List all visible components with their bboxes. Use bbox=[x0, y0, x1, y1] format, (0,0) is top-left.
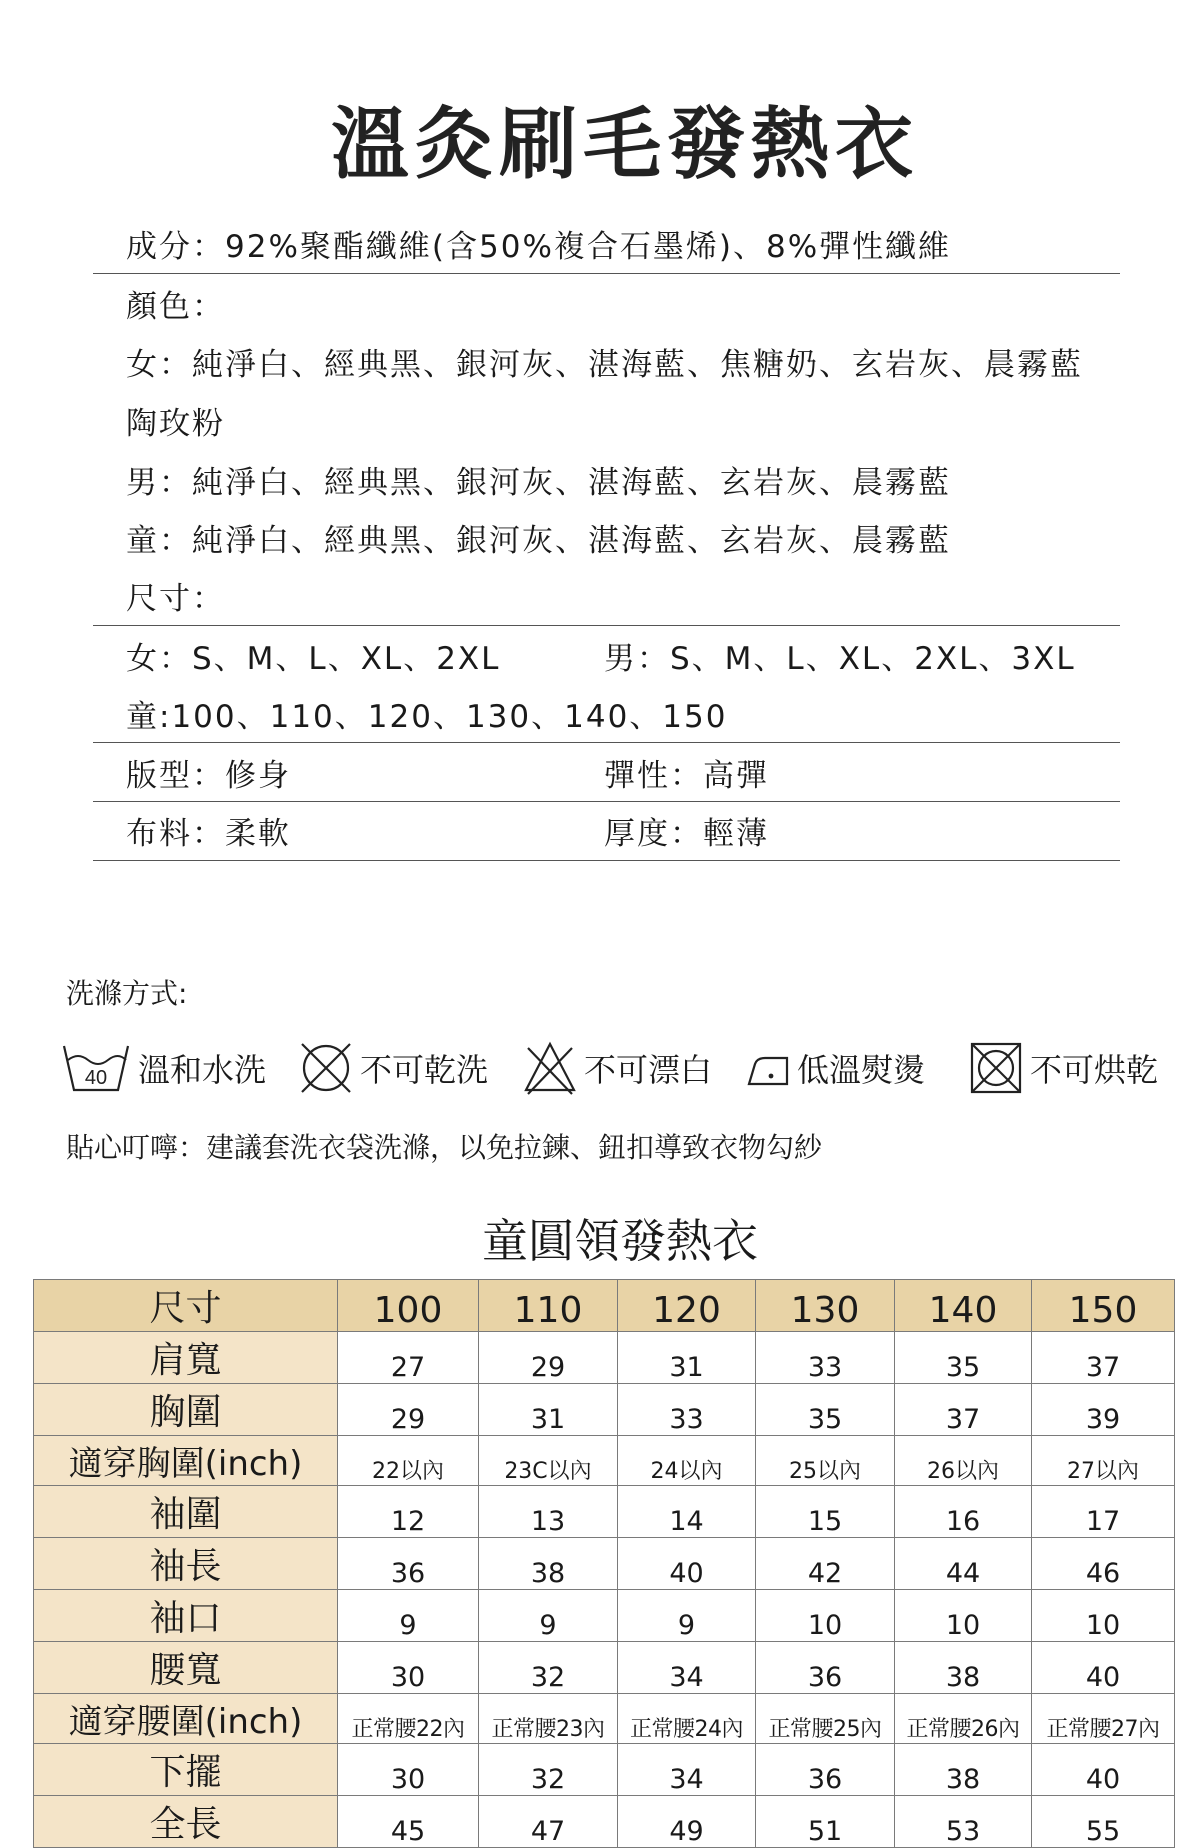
spec-size-label bbox=[93, 567, 1120, 626]
wash-item-low-iron bbox=[745, 1038, 925, 1098]
table-row bbox=[34, 1436, 1175, 1486]
table-cell: 12 bbox=[338, 1486, 479, 1538]
table-row bbox=[34, 1642, 1175, 1694]
header-cell: 110 bbox=[479, 1280, 618, 1332]
spec-color-label bbox=[93, 274, 1120, 333]
wash-label-no-tumble-dry: 不可烘乾 bbox=[1030, 1051, 1159, 1089]
color-label: 顏色： bbox=[126, 288, 225, 325]
table-row bbox=[34, 1694, 1175, 1744]
table-cell: 23C以內 bbox=[479, 1436, 618, 1486]
table-cell: 37 bbox=[1032, 1332, 1175, 1384]
elasticity-text: 彈性：高彈 bbox=[604, 757, 769, 794]
table-cell: 29 bbox=[479, 1332, 618, 1384]
table-cell: 26以內 bbox=[895, 1436, 1032, 1486]
row-label: 下擺 bbox=[34, 1744, 338, 1796]
men-colors-text: 男：純淨白、經典黑、銀河灰、湛海藍、玄岩灰、晨霧藍 bbox=[126, 464, 951, 501]
table-cell: 38 bbox=[479, 1538, 618, 1590]
header-cell: 140 bbox=[895, 1280, 1032, 1332]
size-table bbox=[33, 1279, 1175, 1848]
women-sizes-text: 女：S、M、L、XL、2XL bbox=[126, 640, 501, 677]
spec-adult-sizes bbox=[93, 626, 1120, 685]
table-cell: 10 bbox=[895, 1590, 1032, 1642]
table-cell: 37 bbox=[895, 1384, 1032, 1436]
table-cell: 49 bbox=[618, 1796, 756, 1848]
header-cell: 130 bbox=[756, 1280, 895, 1332]
spec-composition bbox=[93, 215, 1120, 274]
table-cell: 正常腰23內 bbox=[479, 1694, 618, 1744]
spec-women-colors-cont bbox=[93, 391, 1120, 450]
table-cell: 27以內 bbox=[1032, 1436, 1175, 1486]
table-cell: 9 bbox=[618, 1590, 756, 1642]
table-cell: 24以內 bbox=[618, 1436, 756, 1486]
wash-heading: 洗滌方式: bbox=[66, 977, 188, 1010]
spec-men-colors bbox=[93, 450, 1120, 509]
table-cell: 正常腰25內 bbox=[756, 1694, 895, 1744]
wash-item-no-tumble-dry bbox=[968, 1038, 1158, 1098]
kids-sizes-text: 童:100、110、120、130、140、150 bbox=[126, 698, 728, 735]
table-row bbox=[34, 1384, 1175, 1436]
table-cell: 34 bbox=[618, 1744, 756, 1796]
table-cell: 36 bbox=[338, 1538, 479, 1590]
table-cell: 正常腰22內 bbox=[338, 1694, 479, 1744]
table-cell: 42 bbox=[756, 1538, 895, 1590]
table-cell: 47 bbox=[479, 1796, 618, 1848]
table-row bbox=[34, 1538, 1175, 1590]
table-cell: 16 bbox=[895, 1486, 1032, 1538]
table-cell: 14 bbox=[618, 1486, 756, 1538]
wash-item-no-dry-clean bbox=[298, 1038, 488, 1098]
no-bleach-icon bbox=[522, 1038, 578, 1098]
table-cell: 40 bbox=[1032, 1744, 1175, 1796]
table-cell: 33 bbox=[756, 1332, 895, 1384]
row-label: 袖圍 bbox=[34, 1486, 338, 1538]
table-cell: 34 bbox=[618, 1642, 756, 1694]
table-cell: 33 bbox=[618, 1384, 756, 1436]
size-table-header bbox=[34, 1280, 1175, 1332]
wash-icons bbox=[60, 1038, 1180, 1098]
wash-label-gentle: 溫和水洗 bbox=[138, 1051, 267, 1089]
spec-kids-colors bbox=[93, 508, 1120, 567]
table-cell: 45 bbox=[338, 1796, 479, 1848]
table-cell: 35 bbox=[895, 1332, 1032, 1384]
table-cell: 40 bbox=[618, 1538, 756, 1590]
row-label: 適穿腰圍(inch) bbox=[34, 1694, 338, 1744]
thickness-text: 厚度：輕薄 bbox=[604, 816, 769, 853]
table-row bbox=[34, 1332, 1175, 1384]
women-colors-text-cont: 陶玫粉 bbox=[126, 405, 225, 442]
table-row bbox=[34, 1796, 1175, 1848]
kids-colors-text: 童：純淨白、經典黑、銀河灰、湛海藍、玄岩灰、晨霧藍 bbox=[126, 523, 951, 560]
row-label: 全長 bbox=[34, 1796, 338, 1848]
table-cell: 30 bbox=[338, 1642, 479, 1694]
header-cell: 尺寸 bbox=[34, 1280, 338, 1332]
table-row bbox=[34, 1486, 1175, 1538]
table-cell: 36 bbox=[756, 1642, 895, 1694]
header-cell: 150 bbox=[1032, 1280, 1175, 1332]
spec-women-colors bbox=[93, 332, 1120, 391]
table-cell: 29 bbox=[338, 1384, 479, 1436]
table-cell: 32 bbox=[479, 1744, 618, 1796]
women-colors-text: 女：純淨白、經典黑、銀河灰、湛海藍、焦糖奶、玄岩灰、晨霧藍 bbox=[126, 347, 1083, 384]
row-label: 腰寬 bbox=[34, 1642, 338, 1694]
table-cell: 正常腰24內 bbox=[618, 1694, 756, 1744]
table-cell: 31 bbox=[479, 1384, 618, 1436]
table-cell: 10 bbox=[756, 1590, 895, 1642]
table-cell: 15 bbox=[756, 1486, 895, 1538]
wash-40-icon bbox=[60, 1038, 132, 1098]
spec-list bbox=[93, 215, 1120, 861]
row-label: 袖口 bbox=[34, 1590, 338, 1642]
spec-fit-row bbox=[93, 743, 1120, 802]
table-cell: 35 bbox=[756, 1384, 895, 1436]
table-cell: 32 bbox=[479, 1642, 618, 1694]
table-cell: 40 bbox=[1032, 1642, 1175, 1694]
wash-item-no-bleach bbox=[522, 1038, 712, 1098]
fit-text: 版型：修身 bbox=[126, 757, 291, 794]
wash-item-gentle bbox=[60, 1038, 266, 1098]
size-table-title: 童圓領發熱衣 bbox=[482, 1214, 758, 1268]
table-cell: 9 bbox=[479, 1590, 618, 1642]
table-cell: 正常腰26內 bbox=[895, 1694, 1032, 1744]
table-cell: 22以內 bbox=[338, 1436, 479, 1486]
table-cell: 38 bbox=[895, 1642, 1032, 1694]
table-cell: 44 bbox=[895, 1538, 1032, 1590]
header-cell: 100 bbox=[338, 1280, 479, 1332]
page-title: 溫灸刷毛發熱衣 bbox=[330, 99, 919, 190]
table-cell: 39 bbox=[1032, 1384, 1175, 1436]
row-label: 袖長 bbox=[34, 1538, 338, 1590]
care-tip: 貼心叮嚀：建議套洗衣袋洗滌，以免拉鍊、鈕扣導致衣物勾紗 bbox=[66, 1131, 823, 1164]
table-cell: 55 bbox=[1032, 1796, 1175, 1848]
wash-label-no-bleach: 不可漂白 bbox=[584, 1051, 713, 1089]
row-label: 胸圍 bbox=[34, 1384, 338, 1436]
composition-text: 成分：92%聚酯纖維(含50%複合石墨烯)、8%彈性纖維 bbox=[126, 229, 952, 266]
spec-kids-sizes bbox=[93, 685, 1120, 744]
table-cell: 53 bbox=[895, 1796, 1032, 1848]
table-cell: 51 bbox=[756, 1796, 895, 1848]
table-cell: 17 bbox=[1032, 1486, 1175, 1538]
wash-label-no-dry-clean: 不可乾洗 bbox=[360, 1051, 489, 1089]
table-cell: 9 bbox=[338, 1590, 479, 1642]
spec-fabric-row bbox=[93, 802, 1120, 861]
table-row bbox=[34, 1744, 1175, 1796]
table-row bbox=[34, 1590, 1175, 1642]
table-cell: 27 bbox=[338, 1332, 479, 1384]
table-cell: 13 bbox=[479, 1486, 618, 1538]
wash-temp-label: 40 bbox=[84, 1067, 108, 1089]
table-cell: 36 bbox=[756, 1744, 895, 1796]
table-cell: 25以內 bbox=[756, 1436, 895, 1486]
table-cell: 46 bbox=[1032, 1538, 1175, 1590]
fabric-text: 布料：柔軟 bbox=[126, 816, 291, 853]
header-cell: 120 bbox=[618, 1280, 756, 1332]
table-cell: 38 bbox=[895, 1744, 1032, 1796]
table-cell: 正常腰27內 bbox=[1032, 1694, 1175, 1744]
men-sizes-text: 男：S、M、L、XL、2XL、3XL bbox=[604, 640, 1076, 677]
table-cell: 30 bbox=[338, 1744, 479, 1796]
low-iron-icon bbox=[745, 1038, 791, 1098]
row-label: 肩寬 bbox=[34, 1332, 338, 1384]
wash-label-low-iron: 低溫熨燙 bbox=[797, 1051, 926, 1089]
table-cell: 10 bbox=[1032, 1590, 1175, 1642]
size-label: 尺寸： bbox=[126, 581, 225, 618]
no-tumble-dry-icon bbox=[968, 1038, 1024, 1098]
table-cell: 31 bbox=[618, 1332, 756, 1384]
row-label: 適穿胸圍(inch) bbox=[34, 1436, 338, 1486]
no-dry-clean-icon bbox=[298, 1038, 354, 1098]
